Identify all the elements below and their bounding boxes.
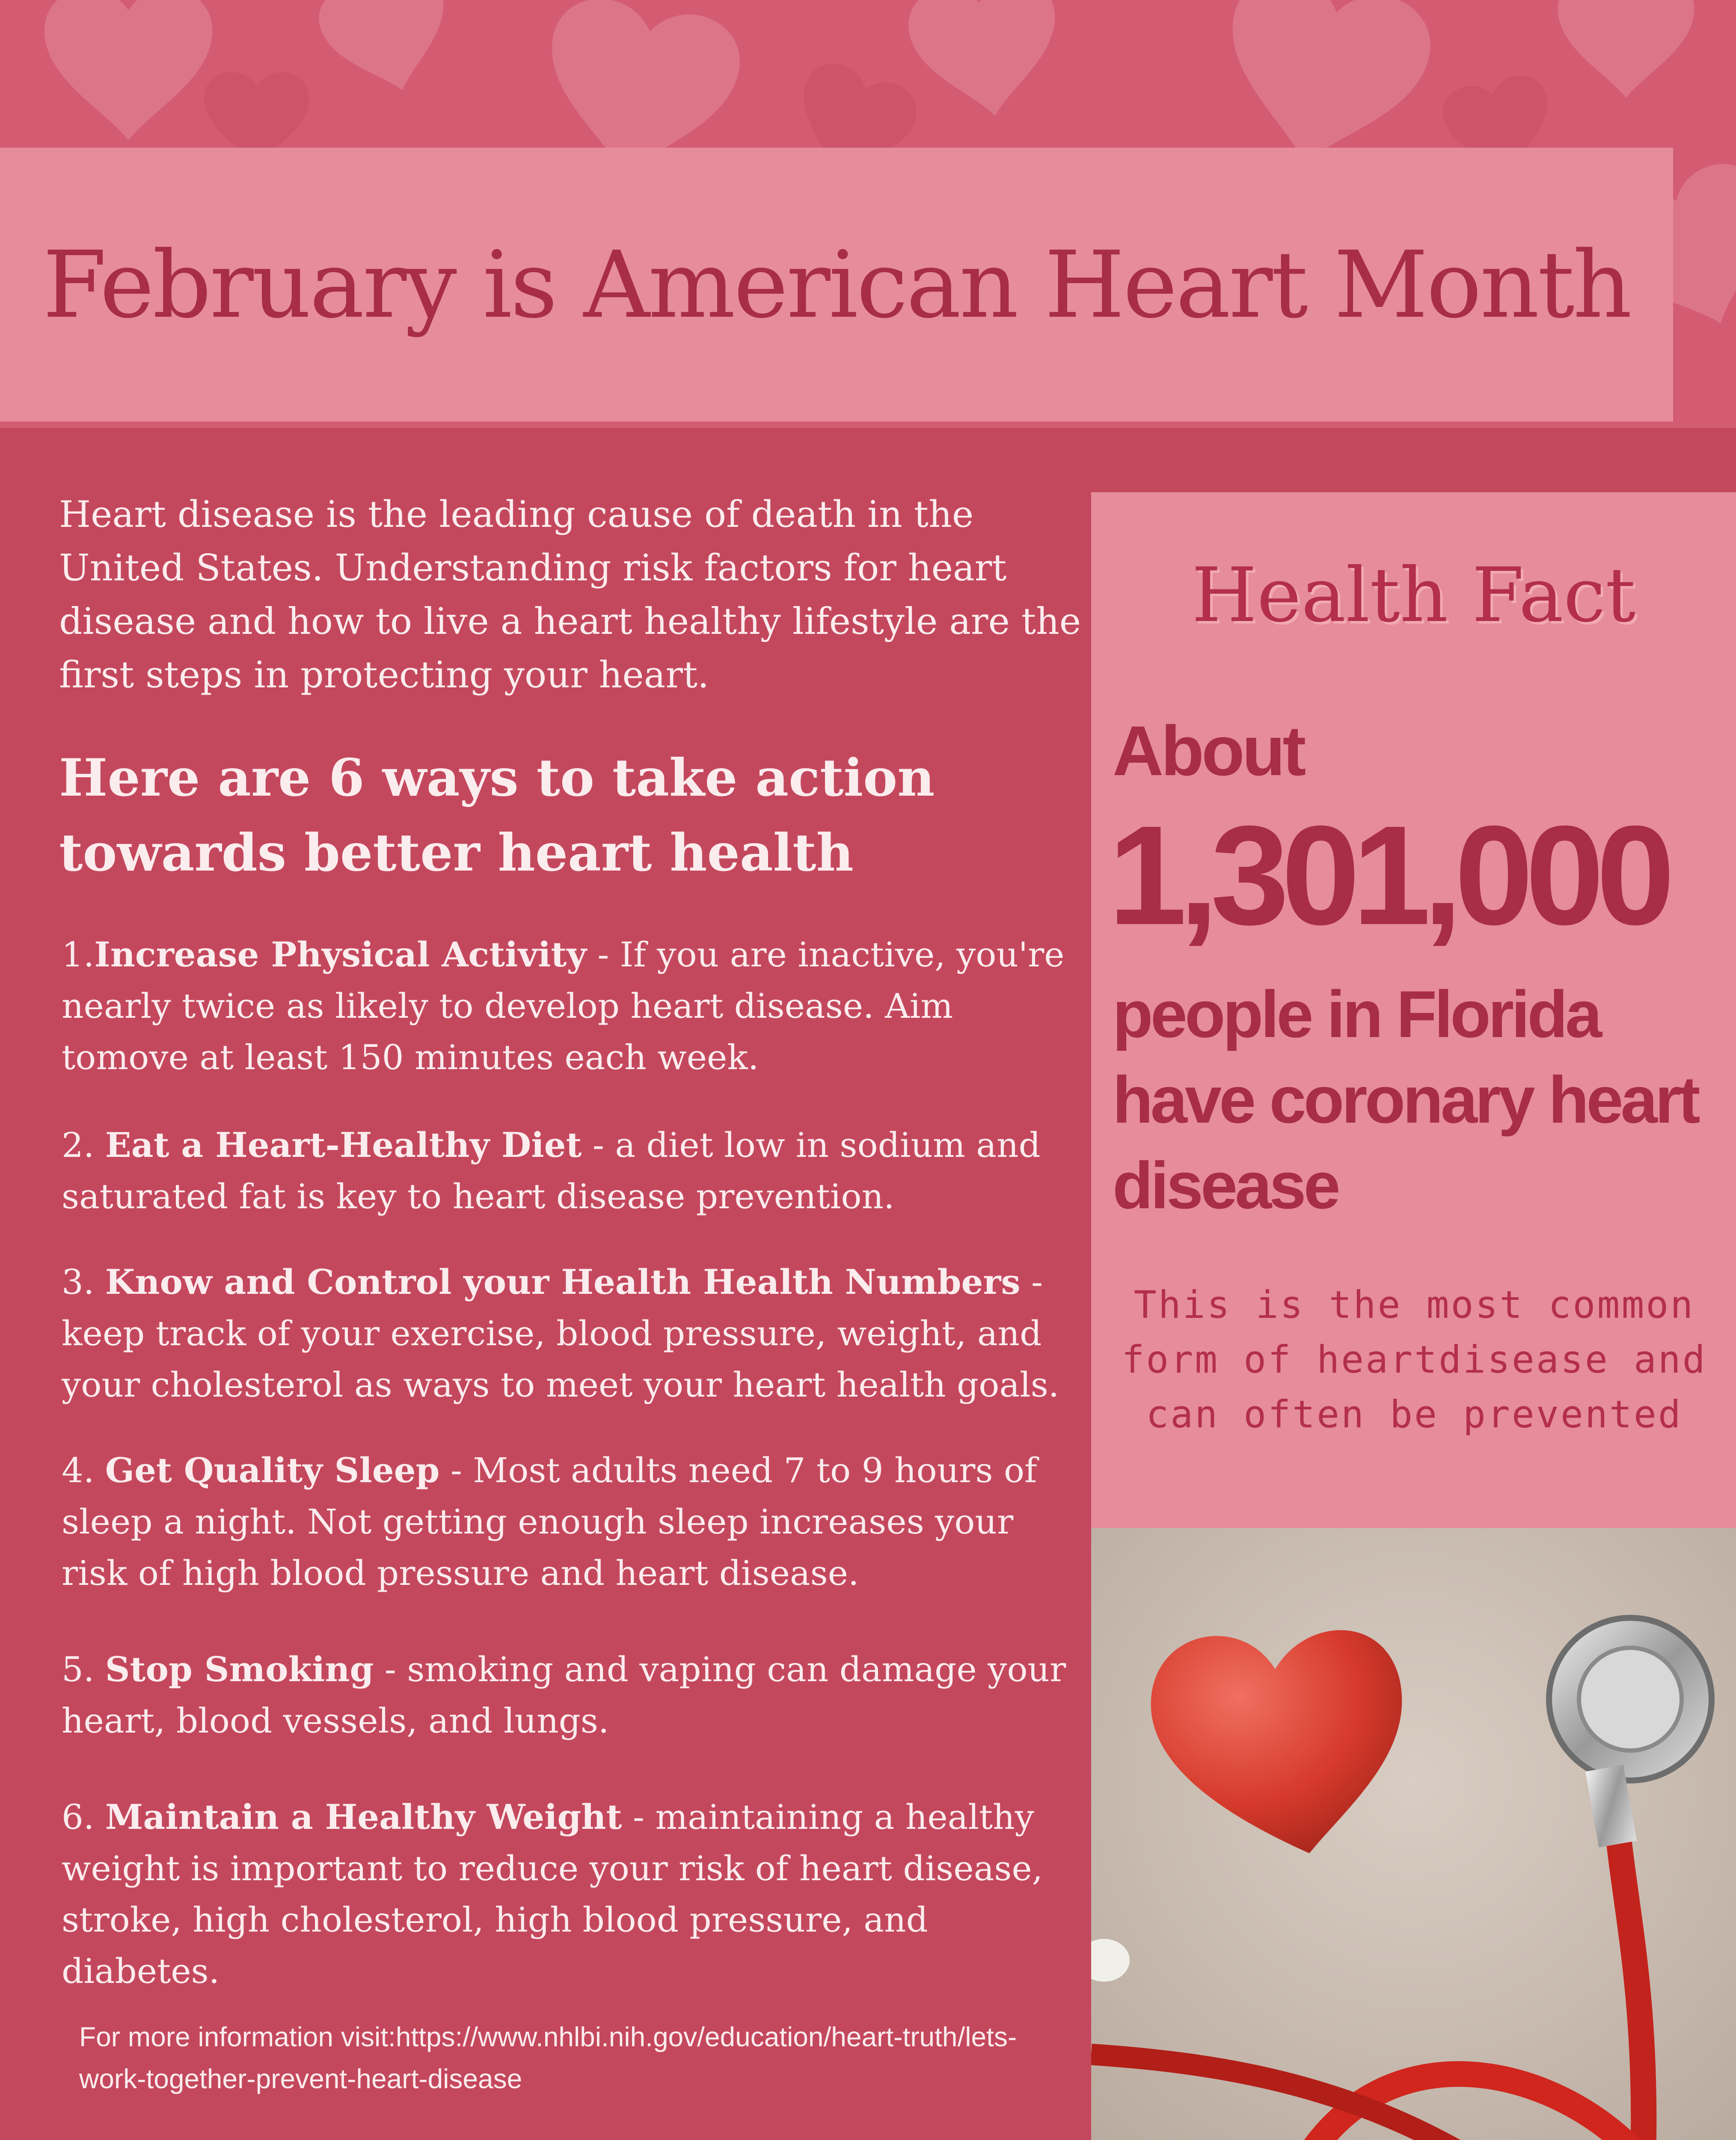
tip-item-5: [62, 1644, 1080, 1747]
tip-number: 2.: [62, 1125, 105, 1165]
health-fact-title: Health Fact: [1191, 552, 1636, 639]
tip-text: - maintaining a healthy weight is important to reduce your risk of heart disease, stroke, high cholesterol, high blood pressure, and diabetes.: [62, 1797, 1043, 1991]
tip-text: - Most adults need 7 to 9 hours of sleep a night. Not getting enough sleep increases your risk of high blood pressure and heart disease.: [62, 1450, 1037, 1593]
tip-title: Stop Smoking: [105, 1649, 374, 1689]
tip-title: Increase Physical Activity: [94, 934, 587, 975]
tip-number: 6.: [62, 1797, 105, 1837]
intro-paragraph: Heart disease is the leading cause of death in the United States. Understanding risk factors for heart disease and how to live a heart healthy lifestyle are the first steps in protecting your heart.: [59, 493, 1081, 696]
tip-title: Eat a Heart-Healthy Diet: [105, 1125, 582, 1165]
tip-text: - a diet low in sodium and saturated fat is key to heart disease prevention.: [62, 1125, 1041, 1216]
tip-item-2: [62, 1119, 1080, 1222]
tip-text: - keep track of your exercise, blood pressure, weight, and your cholesterol as ways to meet your heart health goals.: [62, 1262, 1059, 1405]
tip-item-1: [62, 929, 1080, 1083]
tip-text: - If you are inactive, you're nearly twice as likely to develop heart disease. Aim tomove at least 150 minutes each week.: [62, 935, 1065, 1077]
more-info-link[interactable]: For more information visit:https://www.nhlbi.nih.gov/education/heart-truth/lets-work-together-prevent-heart-disease: [79, 2021, 1017, 2094]
tip-number: 1.: [62, 935, 95, 975]
tips-heading: Here are 6 ways to take action towards better heart health: [59, 748, 935, 883]
tip-item-4: [62, 1444, 1080, 1599]
tip-title: Know and Control your Health Health Numbers: [105, 1262, 1021, 1302]
health-fact-description: people in Florida have coronary heart disease: [1113, 977, 1698, 1222]
tip-item-3: [62, 1256, 1080, 1411]
health-fact-note: This is the most common form of heartdisease and can often be prevented: [1122, 1283, 1707, 1436]
tip-item-6: [62, 1791, 1080, 1997]
heart-stethoscope-icon: [1091, 1528, 1736, 2140]
tip-text: - smoking and vaping can damage your heart, blood vessels, and lungs.: [62, 1650, 1066, 1741]
tip-title: Maintain a Healthy Weight: [105, 1797, 622, 1837]
tip-title: Get Quality Sleep: [105, 1450, 440, 1490]
health-fact-number: 1,301,000: [1108, 796, 1668, 954]
tip-number: 5.: [62, 1650, 105, 1689]
heart-stethoscope-photo: [1091, 1528, 1736, 2140]
page-title: February is American Heart Month: [42, 231, 1631, 339]
tip-number: 4.: [62, 1450, 105, 1490]
health-fact-about: About: [1113, 711, 1304, 790]
tip-number: 3.: [62, 1262, 105, 1302]
